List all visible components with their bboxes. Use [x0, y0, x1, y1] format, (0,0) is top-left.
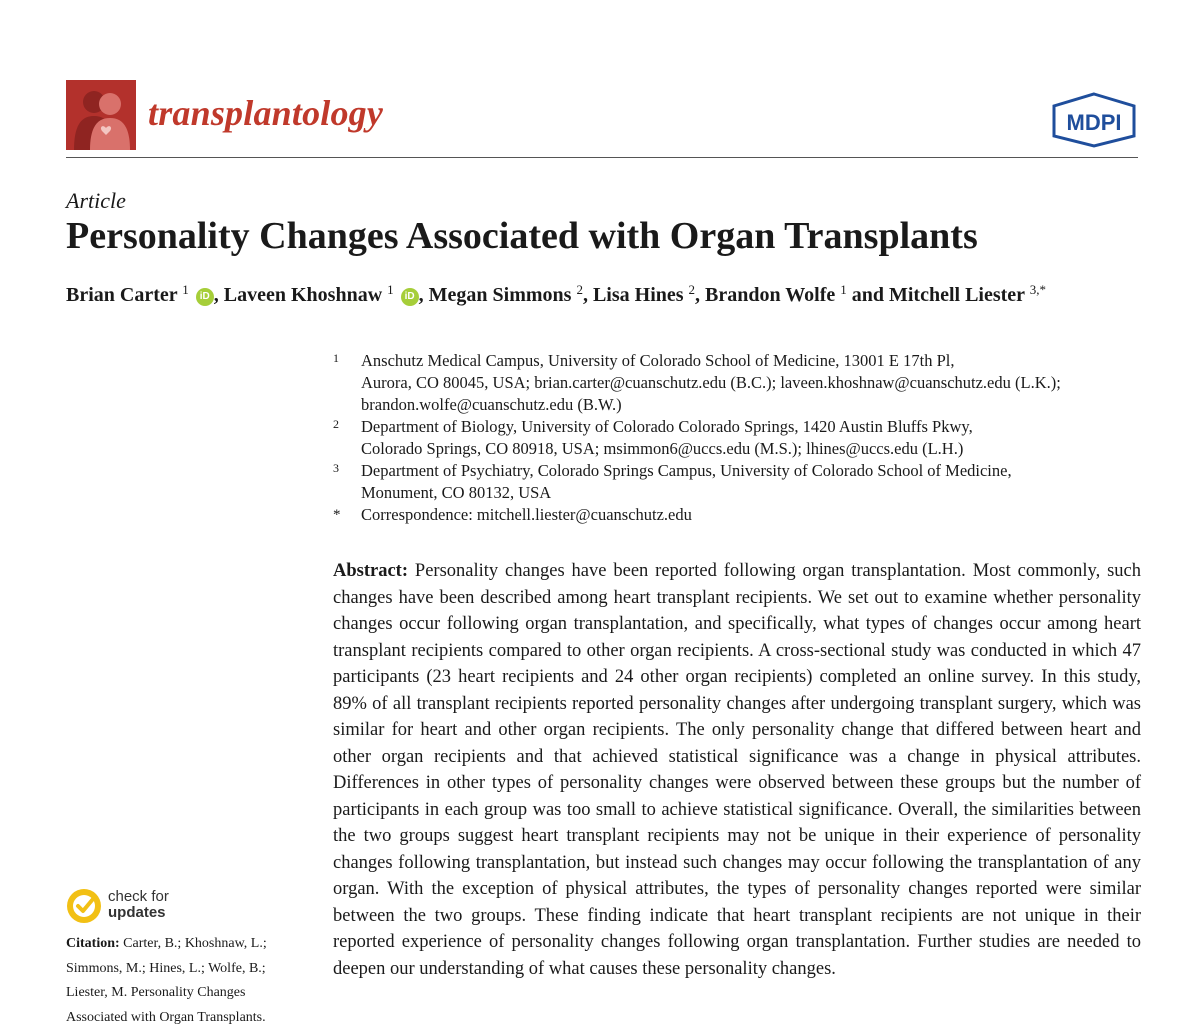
- author[interactable]: Brian Carter $^1$: [66, 282, 189, 306]
- abstract: [333, 558, 1141, 982]
- check-updates-icon: [66, 888, 102, 924]
- article-title: Personality Changes Associated with Organ Transplants: [66, 215, 978, 257]
- mdpi-logo-icon: [1050, 92, 1138, 148]
- affiliation-2: 2 Department of Biology, University of Colorado Colorado Springs, 1420 Austin Bluffs Pkwy, Colorado Springs, CO 80918, USA; msimmon6@uccs.edu (M.S.); lhines@uccs.edu (L.H.): [333, 417, 973, 458]
- header-divider: [66, 157, 1138, 158]
- affiliation-1: 1 Anschutz Medical Campus, University of Colorado School of Medicine, 13001 E 17th Pl, Aurora, CO 80045, USA; brian.carter@cuanschutz.edu (B.C.); laveen.khoshnaw@cuanschutz.edu (L.K.); brandon.wolfe@cuanschutz.edu (B.W.): [333, 351, 1061, 414]
- author[interactable]: Mitchell Liester $^{3,*}$: [889, 282, 1046, 306]
- abstract-text: Personality changes have been reported following organ transplantation. Most commonly, such changes have been described among heart transplant recipients. We set out to examine whether personality changes occur following organ transplantation, and specifically, what types of changes occur among heart transplant recipients compared to other organ recipients. A cross-sectional study was conducted in which 47 participants (23 heart recipients and 24 other organ recipients) completed an online survey. In this study, 89% of all transplant recipients reported personality changes after undergoing transplant surgery, which was similar for heart and other organ recipients. The only personality change that differed between heart and other organ recipients and that achieved statistical significance was a change in physical attributes. Differences in other types of personality changes were observed between these groups but the number of participants in each group was too small to achieve statistical significance. Overall, the similarities between the two groups suggest heart transplant recipients may not be unique in their experience of personality changes following transplantation, but instead such changes may occur following the transplantation of any organ. With the exception of physical attributes, the types of personality changes reported were similar between the two groups. These finding indicate that heart transplant recipients are not unique in their reported experience of personality changes following organ transplantation. Further studies are needed to deepen our understanding of what causes these personality changes.: [333, 561, 1142, 979]
- check-updates-label: check for updates: [108, 888, 169, 921]
- correspondence: * Correspondence: mitchell.liester@cuanschutz.edu: [333, 505, 692, 524]
- affiliations: [333, 350, 1138, 526]
- author[interactable]: Brandon Wolfe $^1$: [705, 282, 847, 306]
- article-type: Article: [66, 188, 126, 213]
- author[interactable]: Megan Simmons $^2$: [428, 282, 583, 306]
- citation: Citation: Carter, B.; Khoshnaw, L.; Simmons, M.; Hines, L.; Wolfe, B.; Liester, M. Personality Changes Associated with Organ Transplants.: [66, 936, 267, 1025]
- publisher-name: MDPI: [1066, 110, 1122, 135]
- citation-label: Citation:: [66, 936, 120, 951]
- orcid-icon[interactable]: iD: [401, 288, 419, 306]
- author-list: Brian Carter $^1$ iD , Laveen Khoshnaw $^1$ iD , Megan Simmons $^2$, Lisa Hines $^2$, Brandon Wolfe $^1$ and Mitchell Liester $^{3,*}$: [66, 282, 1046, 306]
- author[interactable]: Lisa Hines $^2$: [592, 282, 696, 306]
- journal-header: [66, 80, 1138, 158]
- journal-name: transplantology: [148, 93, 384, 133]
- orcid-icon[interactable]: iD: [196, 288, 214, 306]
- affiliation-3: 3 Department of Psychiatry, Colorado Springs Campus, University of Colorado School of Medicine, Monument, CO 80132, USA: [333, 461, 1012, 502]
- check-for-updates-button[interactable]: [66, 888, 266, 928]
- abstract-label: Abstract:: [333, 561, 409, 581]
- author[interactable]: Laveen Khoshnaw $^1$: [223, 282, 394, 306]
- journal-logo-icon: [66, 80, 136, 150]
